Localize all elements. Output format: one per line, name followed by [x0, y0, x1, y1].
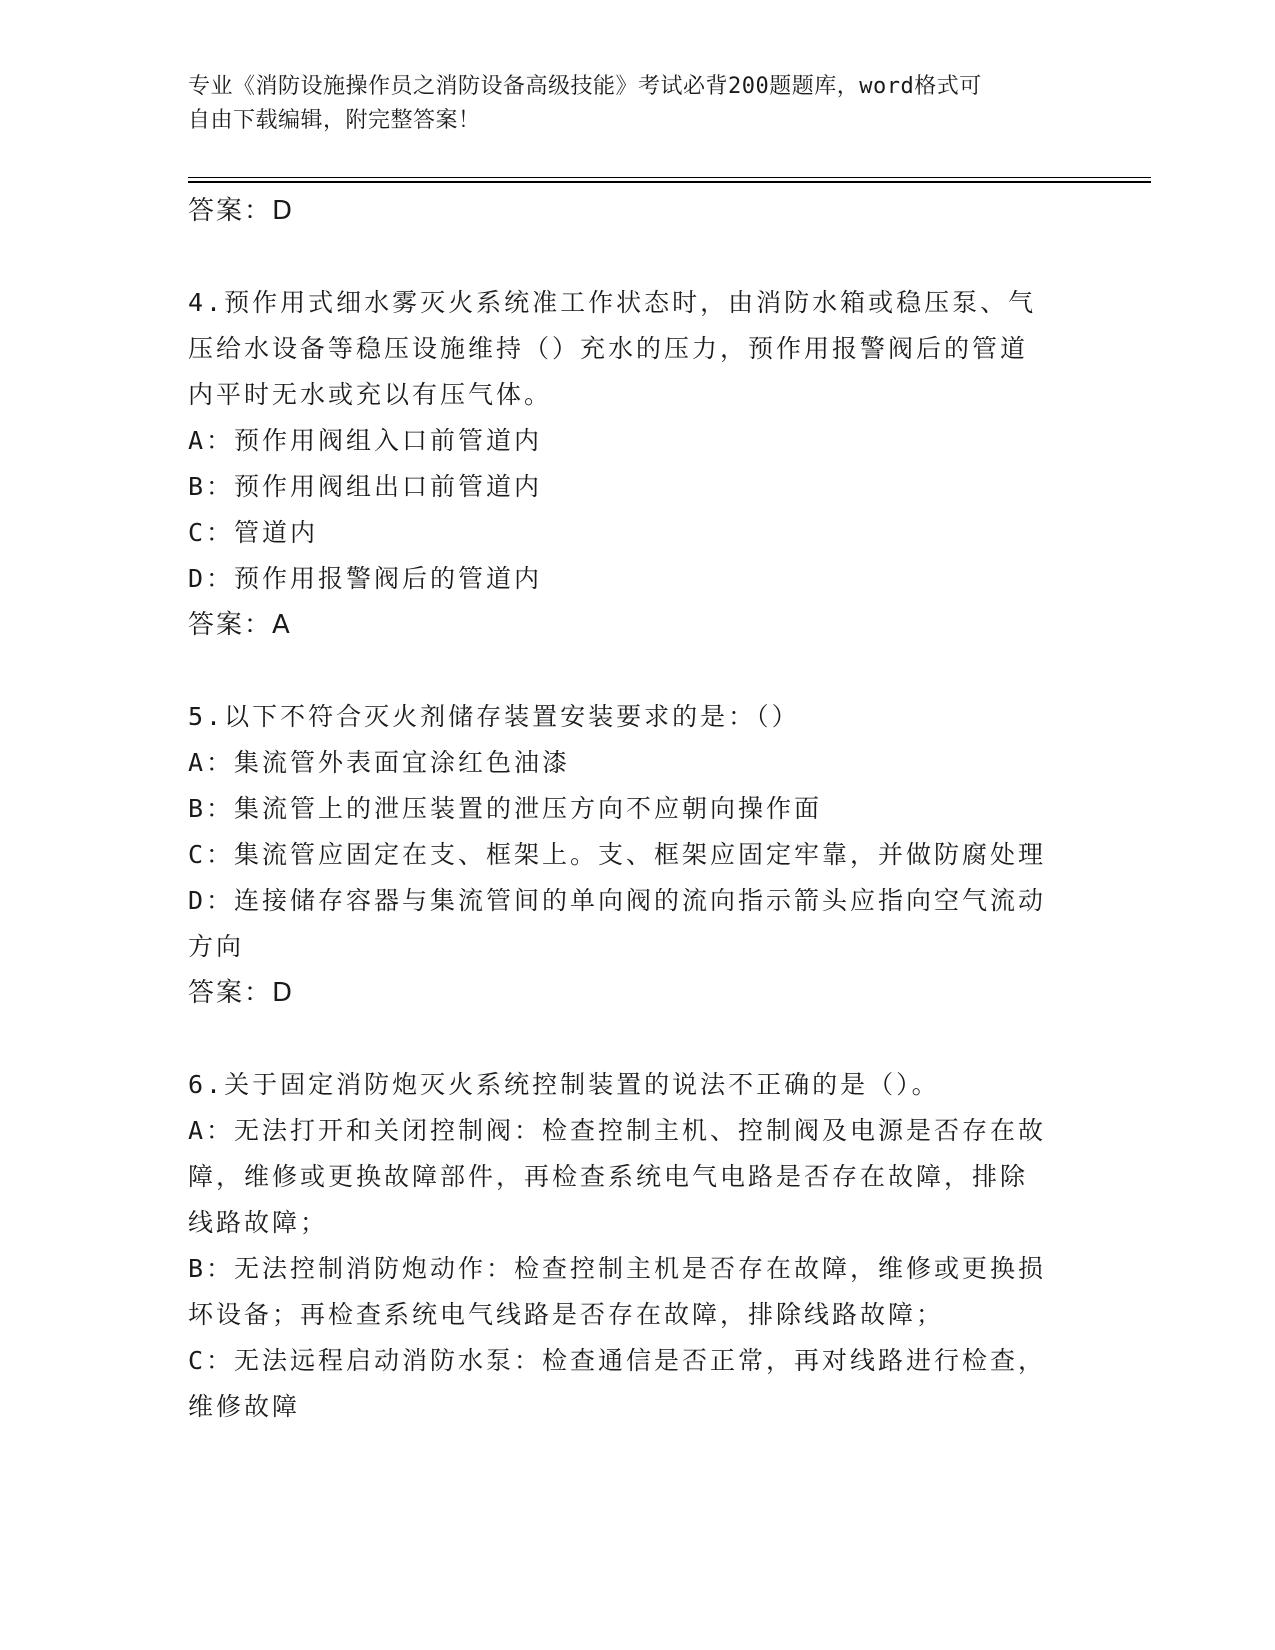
question-6-option-c-cont: 维修故障 — [188, 1392, 301, 1421]
header-line-1: 专业《消防设施操作员之消防设备高级技能》考试必背200题题库，word格式可 — [188, 74, 982, 99]
spacer — [188, 1016, 1088, 1062]
question-4 — [188, 280, 1088, 648]
question-5-option-a: A：集流管外表面宜涂红色油漆 — [188, 748, 571, 777]
question-4-stem-line: 内平时无水或充以有压气体。 — [188, 380, 553, 409]
question-6-option-a-cont: 线路故障； — [188, 1208, 329, 1237]
spacer — [188, 234, 1088, 280]
question-5-option-d: D：连接储存容器与集流管间的单向阀的流向指示箭头应指向空气流动 — [188, 886, 1047, 915]
question-4-stem-line: 4.预作用式细水雾灭火系统准工作状态时，由消防水箱或稳压泵、气 — [188, 288, 1037, 317]
question-6-option-b-cont: 坏设备；再检查系统电气线路是否存在故障，排除线路故障； — [188, 1300, 945, 1329]
question-6-option-a: A：无法打开和关闭控制阀：检查控制主机、控制阀及电源是否存在故 — [188, 1116, 1047, 1145]
spacer — [188, 648, 1088, 694]
answer-q3: 答案：D — [188, 196, 295, 226]
document-header — [188, 70, 1088, 138]
question-4-option-a: A：预作用阀组入口前管道内 — [188, 426, 543, 455]
answer-q5: 答案：D — [188, 978, 295, 1008]
question-4-option-b: B：预作用阀组出口前管道内 — [188, 472, 543, 501]
question-6-option-b: B：无法控制消防炮动作：检查控制主机是否存在故障，维修或更换损 — [188, 1254, 1047, 1283]
question-6-option-c: C：无法远程启动消防水泵：检查通信是否正常，再对线路进行检查， — [188, 1346, 1047, 1375]
answer-q4: 答案：A — [188, 610, 292, 640]
question-5-option-d-cont: 方向 — [188, 932, 245, 961]
question-5-stem-line: 5.以下不符合灭火剂储存装置安装要求的是：（） — [188, 702, 800, 731]
header-divider-thin — [188, 177, 1151, 178]
header-line-2: 自由下载编辑，附完整答案！ — [188, 108, 481, 133]
question-6-option-a-cont: 障，维修或更换故障部件，再检查系统电气电路是否存在故障，排除 — [188, 1162, 1029, 1191]
question-4-option-d: D：预作用报警阀后的管道内 — [188, 564, 543, 593]
question-5-option-b: B：集流管上的泄压装置的泄压方向不应朝向操作面 — [188, 794, 823, 823]
question-4-stem-line: 压给水设备等稳压设施维持（）充水的压力，预作用报警阀后的管道 — [188, 334, 1029, 363]
header-divider-thick — [188, 181, 1151, 183]
question-6-stem-line: 6.关于固定消防炮灭火系统控制装置的说法不正确的是（）。 — [188, 1070, 940, 1099]
question-5-option-c: C：集流管应固定在支、框架上。支、框架应固定牢靠，并做防腐处理 — [188, 840, 1047, 869]
question-content — [188, 188, 1088, 1430]
question-6 — [188, 1062, 1088, 1430]
question-4-option-c: C：管道内 — [188, 518, 319, 547]
question-5 — [188, 694, 1088, 1016]
